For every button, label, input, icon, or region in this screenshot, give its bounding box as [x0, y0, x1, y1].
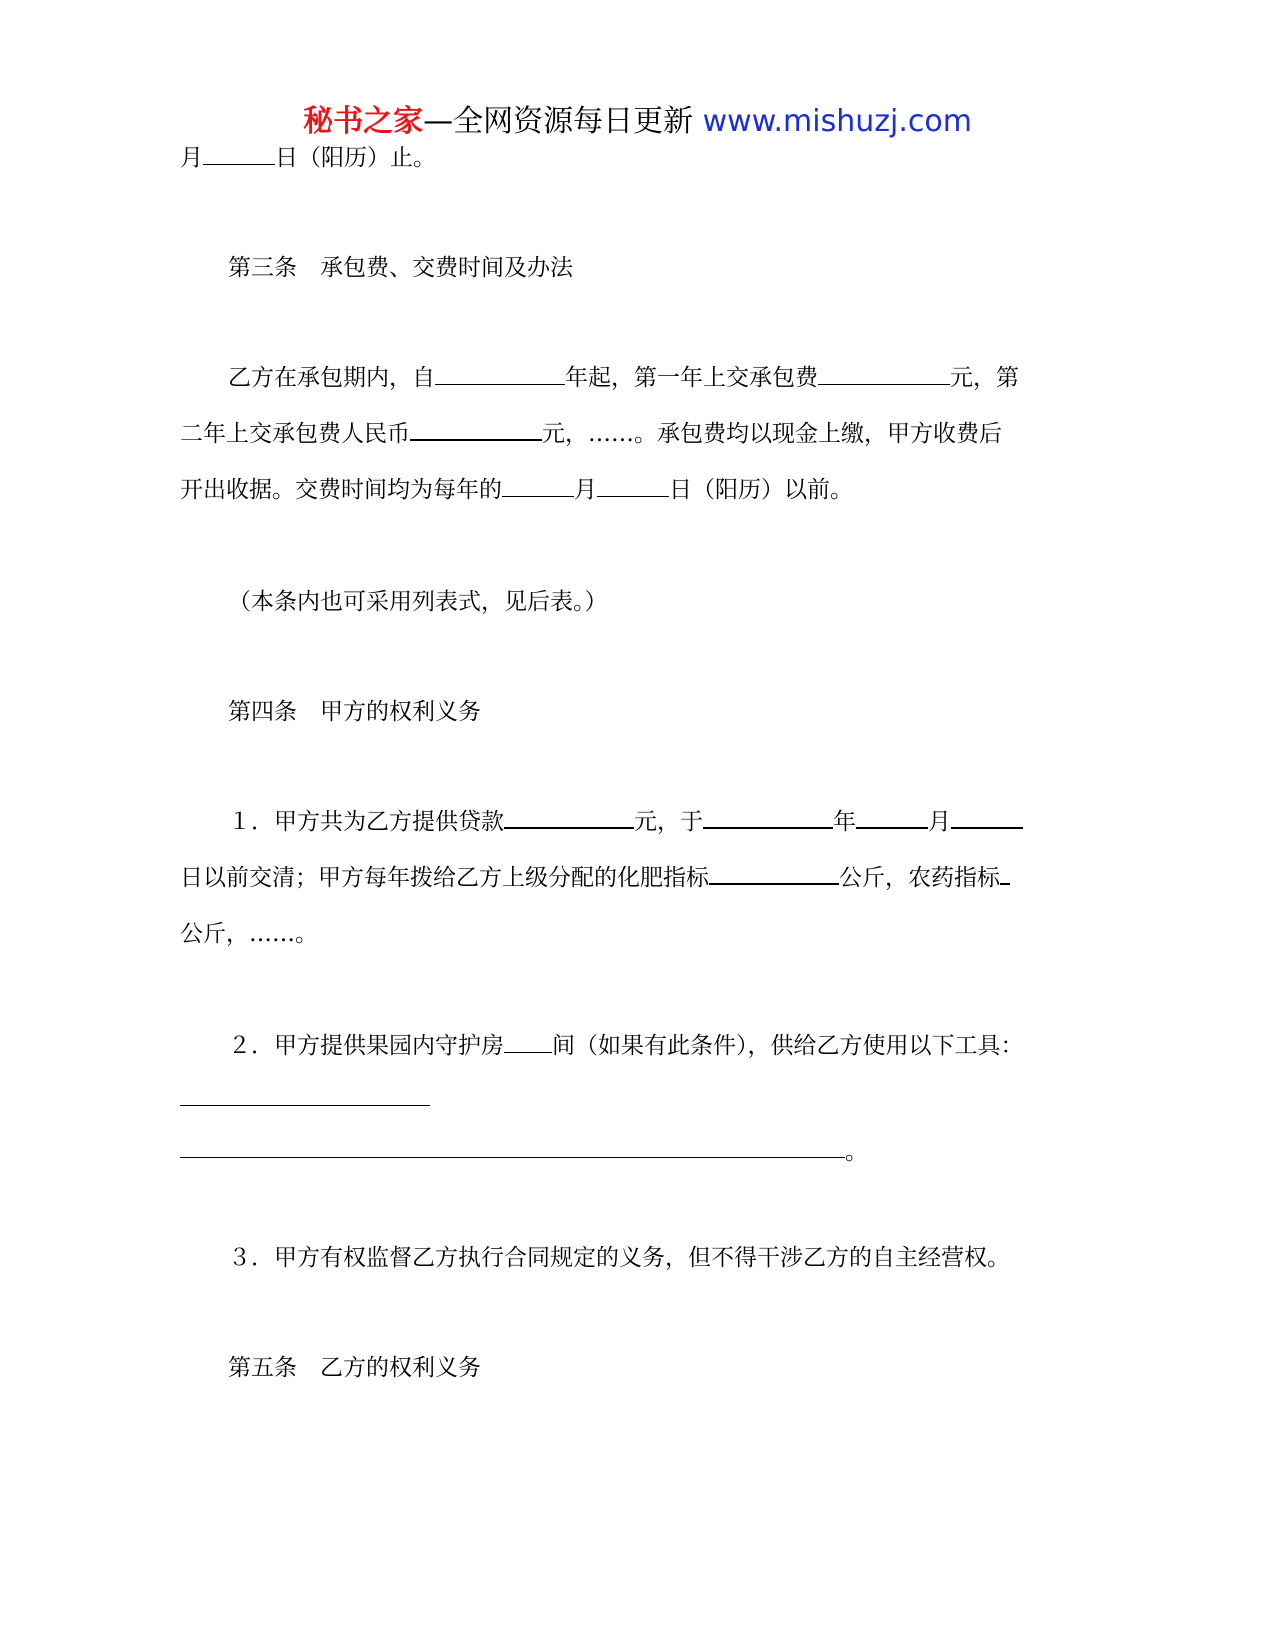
- fill-blank: [951, 805, 1023, 829]
- text-segment: １．甲方共为乙方提供贷款: [228, 809, 504, 835]
- text-segment: 年: [833, 809, 856, 835]
- fill-blank: [410, 417, 542, 441]
- text-line: [180, 473, 853, 507]
- article-heading: 第三条 承包费、交费时间及办法: [228, 255, 573, 281]
- text-segment: 月: [180, 145, 203, 171]
- text-segment: 月: [928, 809, 951, 835]
- header-slogan: —全网资源每日更新: [423, 104, 694, 139]
- text-segment: 二年上交承包费人民币: [180, 421, 410, 447]
- text-line: [180, 141, 436, 175]
- watermark-header: [0, 100, 1275, 144]
- fill-blank: [435, 362, 565, 385]
- site-url: www.mishuzj.com: [702, 104, 972, 139]
- text-segment: 开出收据。交费时间均为每年的: [180, 477, 502, 503]
- text-segment: 间（如果有此条件），供给乙方使用以下工具：: [552, 1033, 1024, 1059]
- note-line: （本条内也可采用列表式，见后表。）: [228, 589, 608, 615]
- fill-blank: [504, 1030, 552, 1053]
- text-segment: 公斤，农药指标: [839, 865, 1000, 891]
- fill-line: [180, 1105, 430, 1106]
- fill-blank: [709, 861, 839, 885]
- text-segment: 月: [574, 477, 597, 503]
- fill-blank: [856, 805, 928, 829]
- text-segment: 日（阳历）以前。: [669, 477, 853, 503]
- fill-blank: [597, 474, 669, 497]
- fill-blank: [1000, 861, 1010, 885]
- text-segment: ２．甲方提供果园内守护房: [228, 1033, 504, 1059]
- text-line: ３．甲方有权监督乙方执行合同规定的义务，但不得干涉乙方的自主经营权。: [228, 1245, 1010, 1271]
- fill-line: [180, 1157, 845, 1158]
- text-line: [228, 361, 1019, 395]
- text-line: 。: [845, 1139, 868, 1165]
- text-segment: 日（阳历）止。: [275, 145, 436, 171]
- text-segment: 年起，第一年上交承包费: [565, 365, 818, 391]
- text-line: [228, 1029, 1024, 1063]
- fill-blank: [703, 805, 833, 829]
- text-segment: 日以前交清；甲方每年拨给乙方上级分配的化肥指标: [180, 865, 709, 891]
- brand-name: 秘书之家: [303, 104, 424, 139]
- text-line: [180, 861, 1010, 895]
- article-heading: 第五条 乙方的权利义务: [228, 1355, 481, 1381]
- text-segment: 乙方在承包期内，自: [228, 365, 435, 391]
- fill-blank: [203, 142, 275, 165]
- fill-blank: [818, 362, 950, 385]
- text-segment: 元，……。承包费均以现金上缴，甲方收费后: [542, 421, 1002, 447]
- text-segment: 元，于: [634, 809, 703, 835]
- text-line: 公斤，……。: [180, 921, 318, 947]
- fill-blank: [502, 474, 574, 497]
- text-line: [180, 417, 1002, 451]
- article-heading: 第四条 甲方的权利义务: [228, 699, 481, 725]
- fill-blank: [504, 805, 634, 829]
- text-line: [228, 805, 1023, 839]
- text-segment: 元，第: [950, 365, 1019, 391]
